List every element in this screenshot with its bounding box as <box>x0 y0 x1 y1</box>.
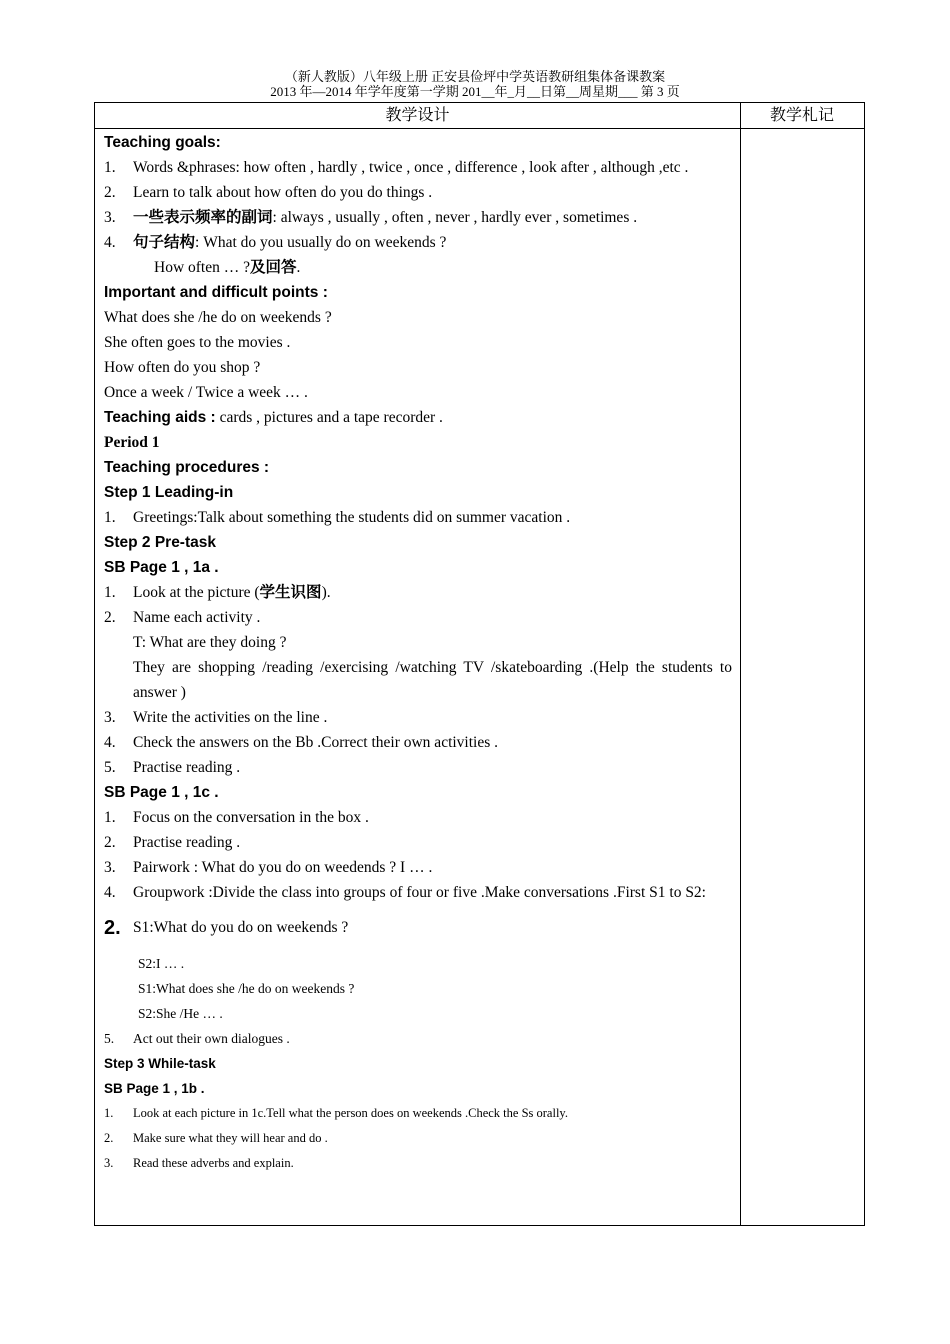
important-point: Once a week / Twice a week … . <box>104 384 308 401</box>
teaching-notes-header: 教学札记 <box>740 103 864 129</box>
sb-1c-item: 3. Pairwork : What do you do on weedends ? I … . <box>104 859 433 876</box>
goal-4-continuation: How often … ?及回答. <box>154 259 301 276</box>
important-points-title: Important and difficult points : <box>104 284 328 301</box>
lesson-plan-table <box>94 102 865 1226</box>
sb-1a-item: 2. Name each activity . <box>104 609 261 626</box>
column-divider <box>740 103 741 1225</box>
teaching-aids: Teaching aids : cards , pictures and a tape recorder . <box>104 409 443 426</box>
sb-1a-item: 4. Check the answers on the Bb .Correct their own activities . <box>104 734 499 751</box>
step-1-item: 1. Greetings:Talk about something the students did on summer vacation . <box>104 509 571 526</box>
period-label: Period 1 <box>104 434 160 451</box>
sb-1b-title: SB Page 1 , 1b . <box>104 1081 205 1096</box>
step-1-title: Step 1 Leading-in <box>104 484 234 501</box>
teacher-question: T: What are they doing ? <box>133 634 287 651</box>
header-line-1: （新人教版）八年级上册 正安县俭坪中学英语教研组集体备课教案 <box>284 69 666 84</box>
sb-1c-item: 4. Groupwork :Divide the class into groups of four or five .Make conversations .First S1 to S2: <box>104 884 706 901</box>
goal-item: 2. Learn to talk about how often do you do things . <box>104 184 433 201</box>
goal-item: 4. 句子结构: What do you usually do on weekends ? <box>104 234 447 251</box>
dialog-first-line: 2. S1:What do you do on weekends ? <box>104 917 349 939</box>
important-point: How often do you shop ? <box>104 359 261 376</box>
step-3-title: Step 3 While-task <box>104 1056 216 1071</box>
sb-1c-item: 2. Practise reading . <box>104 834 241 851</box>
sb-1c-title: SB Page 1 , 1c . <box>104 784 219 801</box>
dialog-line: S2:She /He … . <box>138 1006 223 1021</box>
important-point: She often goes to the movies . <box>104 334 291 351</box>
sb-1a-title: SB Page 1 , 1a . <box>104 559 219 576</box>
dialog-line: S2:I … . <box>138 956 185 971</box>
sb-1a-item: 5. Practise reading . <box>104 759 241 776</box>
goal-item: 3. 一些表示频率的副词: always , usually , often , never , hardly ever , sometimes . <box>104 209 638 226</box>
sb-1b-item: 3. Read these adverbs and explain. <box>104 1156 294 1170</box>
goal-cn-label: 句子结构 <box>133 234 196 251</box>
header-line-2: 2013 年—2014 年学年度第一学期 201__年_月__日第__周星期___ 第 3 页 <box>270 84 680 99</box>
important-point: What does she /he do on weekends ? <box>104 309 332 326</box>
goal-cn-label: 一些表示频率的副词 <box>133 209 273 226</box>
sb-1c-item: 1. Focus on the conversation in the box . <box>104 809 369 826</box>
sb-1a-item: 3. Write the activities on the line . <box>104 709 328 726</box>
sb-1b-item: 1. Look at each picture in 1c.Tell what the person does on weekends .Check the Ss orally. <box>104 1106 568 1120</box>
step-2-title: Step 2 Pre-task <box>104 534 216 551</box>
goal-item: 1. Words &phrases: how often , hardly , twice , once , difference , look after , although ,etc . <box>104 159 689 176</box>
sb-1a-item: 1. Look at the picture (学生识图). <box>104 584 331 601</box>
dialog-line: S1:What does she /he do on weekends ? <box>138 981 355 996</box>
procedures-title: Teaching procedures : <box>104 459 270 476</box>
students-answer: They are shopping /reading /exercising /watching TV /skateboarding .(Help the students to answer ) <box>133 659 732 701</box>
teaching-design-content <box>104 130 732 1176</box>
teaching-goals-title: Teaching goals: <box>104 134 221 151</box>
teaching-design-header: 教学设计 <box>95 103 740 129</box>
sb-1b-item: 2. Make sure what they will hear and do . <box>104 1131 328 1145</box>
act-out-item: 5. Act out their own dialogues . <box>104 1031 290 1046</box>
